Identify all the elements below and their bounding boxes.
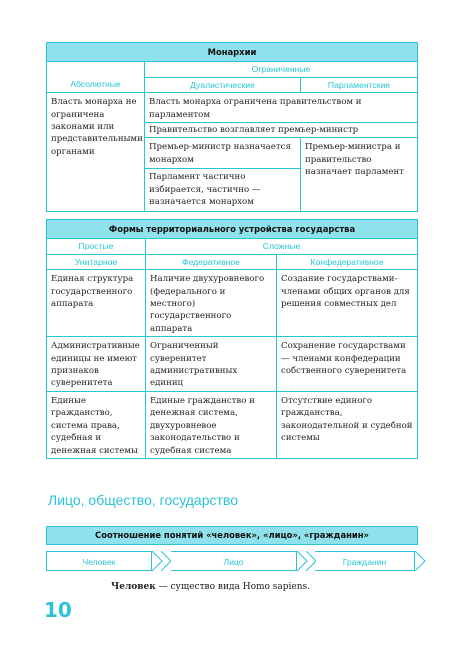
arrow-right-icon <box>414 550 426 572</box>
page-number: 10 <box>44 598 72 622</box>
definition <box>111 582 310 592</box>
absolute-spacer <box>47 62 145 77</box>
chevron-left-icon <box>306 550 316 572</box>
parliamentary-cell: Премьер-министра и правительство назначает парламент <box>301 138 418 212</box>
table-cell: Единые гражданство, система права, судебная и денежная системы <box>47 391 146 458</box>
concept-label: Человек <box>82 557 116 567</box>
limited-common-2: Правительство возглавляет премьер-министр <box>145 123 418 138</box>
federal-header: Федеративное <box>146 254 277 269</box>
limited-common-1: Власть монарха ограничена правительством и парламентом <box>145 93 418 123</box>
dualist-cell <box>145 138 301 212</box>
table-row <box>47 337 418 392</box>
complex-header: Сложные <box>146 239 418 254</box>
table-cell: Единая структура государственного аппарата <box>47 270 146 337</box>
concept-label: Лицо <box>223 557 244 567</box>
concept-box-individual <box>171 551 297 571</box>
table-cell: Ограниченный суверенитет административных единиц <box>146 337 277 392</box>
definition-term: Человек <box>111 582 156 592</box>
absolute-header: Абсолютные <box>47 77 145 92</box>
parliamentary-header: Парламентские <box>301 77 418 92</box>
absolute-cell: Власть монарха не ограничена законами или представительными органами <box>47 93 145 212</box>
table-row <box>47 270 418 337</box>
concepts-title: Соотношение понятий «человек», «лицо», «гражданин» <box>46 526 418 545</box>
confederal-header: Конфедеративное <box>277 254 418 269</box>
table-cell: Административные единицы не имеют признаков суверенитета <box>47 337 146 392</box>
table-cell: Сохранение государствами — членами конфедерации собственного суверенитета <box>277 337 418 392</box>
dualist-text-1: Премьер-министр назначается монархом <box>149 142 291 165</box>
definition-text: — существо вида Homo sapiens. <box>155 582 311 592</box>
concept-box-person <box>46 551 152 571</box>
dualist-text-2: Парламент частично избирается, частично — назначается монархом <box>149 172 261 208</box>
table-row <box>47 391 418 458</box>
limited-header: Ограниченные <box>145 62 418 77</box>
table-cell: Единые гражданство и денежная система, двухуровневое законодательство и судебная система <box>146 391 277 458</box>
dualist-divider <box>145 168 300 169</box>
table-cell: Наличие двухуровневого (федерального и местного) государственного аппарата <box>146 270 277 337</box>
table-cell: Создание государствами-членами общих органов для решения совместных дел <box>277 270 418 337</box>
concept-label: Гражданин <box>342 557 387 567</box>
unitary-header: Унитарное <box>47 254 146 269</box>
monarchy-table <box>46 42 418 212</box>
simple-header: Простые <box>47 239 146 254</box>
concept-box-citizen <box>315 551 415 571</box>
dualist-header: Дуалистические <box>145 77 301 92</box>
territorial-table <box>46 219 418 459</box>
monarchy-title: Монархии <box>47 43 418 62</box>
chevron-left-icon <box>161 550 171 572</box>
territorial-title: Формы территориального устройства государства <box>47 220 418 239</box>
section-heading: Лицо, общество, государство <box>48 492 238 508</box>
table-cell: Отсутствие единого гражданства, законодательной и судебной системы <box>277 391 418 458</box>
